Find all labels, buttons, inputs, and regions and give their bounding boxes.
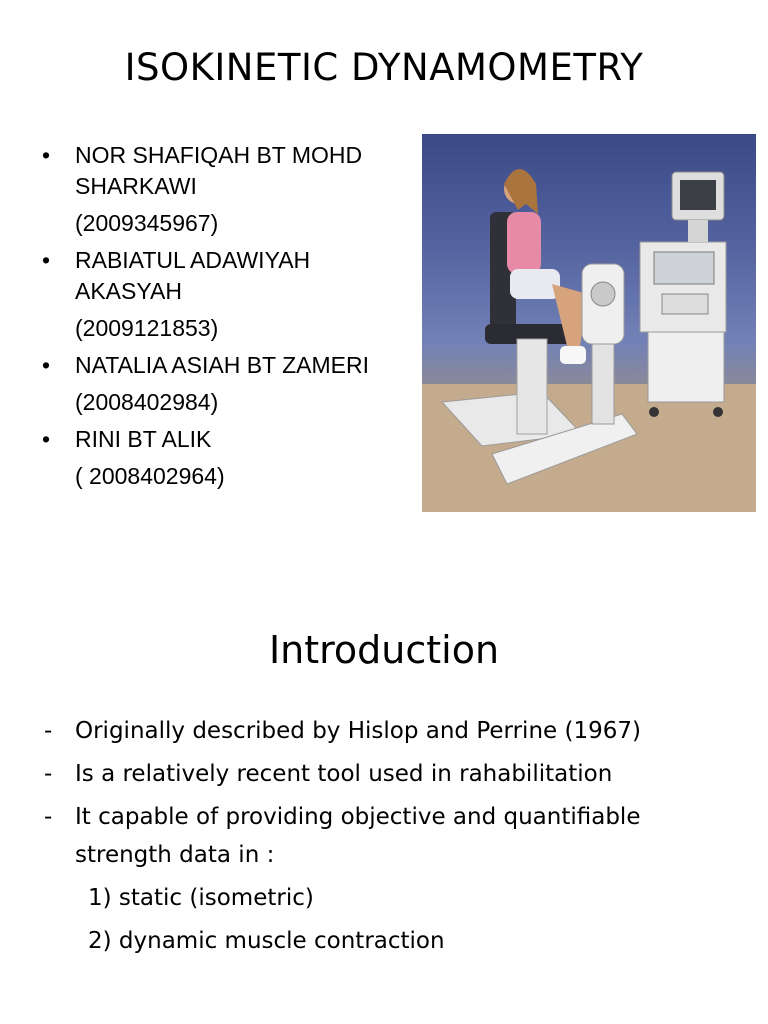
author-name: NOR SHAFIQAH BT MOHD SHARKAWI xyxy=(75,142,363,199)
person-hair xyxy=(504,169,538,214)
dynamometer-illustration xyxy=(422,134,756,512)
dynamometer-post xyxy=(592,344,614,424)
author-id: ( 2008402964) xyxy=(75,463,225,489)
author-id: (2008402984) xyxy=(75,389,219,415)
dash-bullet: - xyxy=(44,761,53,787)
person-shoe xyxy=(560,346,586,364)
author-item xyxy=(40,424,410,492)
intro-text: It capable of providing objective and quantifiable strength data in : xyxy=(75,804,641,868)
monitor-screen xyxy=(680,180,716,210)
console-cabinet xyxy=(648,332,724,402)
printer xyxy=(662,294,708,314)
wheel xyxy=(713,407,723,417)
author-name: RABIATUL ADAWIYAH AKASYAH xyxy=(75,247,311,304)
author-id: (2009345967) xyxy=(75,210,219,236)
intro-item xyxy=(44,755,744,793)
slide-title: ISOKINETIC DYNAMOMETRY xyxy=(124,46,644,89)
monitor-stand xyxy=(688,220,708,242)
person-shorts xyxy=(510,269,560,299)
intro-text: Originally described by Hislop and Perrine (1967) xyxy=(75,718,641,744)
dash-bullet: - xyxy=(44,718,53,744)
author-item xyxy=(40,140,410,239)
slide-2 xyxy=(0,512,768,1024)
dash-bullet: - xyxy=(44,804,53,830)
intro-item xyxy=(44,798,744,874)
person-shirt xyxy=(507,212,541,274)
dynamometer-axis xyxy=(591,282,615,306)
wheel xyxy=(649,407,659,417)
author-list xyxy=(40,140,410,498)
intro-list xyxy=(44,712,744,965)
chair-column xyxy=(517,339,547,434)
console-panel xyxy=(654,252,714,284)
intro-item xyxy=(44,712,744,750)
author-item xyxy=(40,245,410,344)
intro-text: Is a relatively recent tool used in rahabilitation xyxy=(75,761,613,787)
sub-item: 2) dynamic muscle contraction xyxy=(88,928,445,954)
bullet-icon: • xyxy=(42,142,51,168)
slide-title: Introduction xyxy=(268,628,500,672)
bullet-icon: • xyxy=(42,426,51,452)
author-name: NATALIA ASIAH BT ZAMERI xyxy=(75,352,369,378)
author-item xyxy=(40,350,410,418)
sub-item: 1) static (isometric) xyxy=(88,885,314,911)
bullet-icon: • xyxy=(42,352,51,378)
author-name: RINI BT ALIK xyxy=(75,426,212,452)
dynamometer-photo xyxy=(422,134,756,512)
bullet-icon: • xyxy=(42,247,51,273)
author-id: (2009121853) xyxy=(75,315,219,341)
